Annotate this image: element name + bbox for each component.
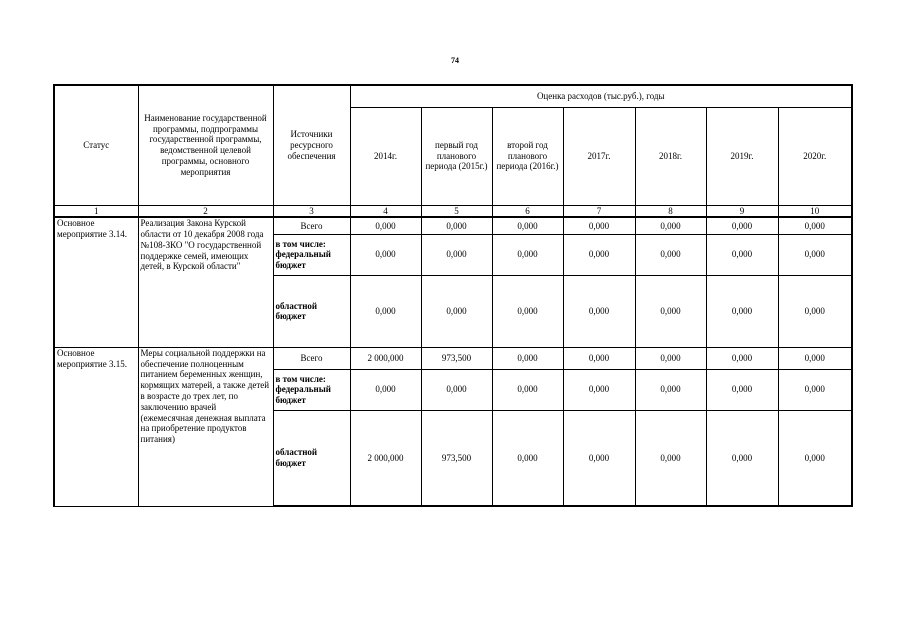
column-number: 10 (778, 205, 852, 217)
column-number: 2 (138, 205, 273, 217)
source-prefix: в том числе: (275, 238, 326, 249)
value-cell: 0,000 (492, 275, 563, 347)
value-cell: 0,000 (563, 347, 635, 369)
header-year-2019: 2019г. (706, 107, 778, 205)
header-status: Статус (54, 85, 138, 205)
value-cell: 0,000 (563, 410, 635, 506)
value-cell: 0,000 (706, 347, 778, 369)
value-cell: 2 000,000 (350, 347, 421, 369)
source-regional: областной бюджет (273, 410, 350, 506)
source-federal (273, 234, 350, 275)
measure-name: Меры социальной поддержки на обеспечение полноценным питанием беременных женщин, кормящих матерей, а также детей в возрасте до трех лет, по заключению врачей (ежемесячная денежная выплата на приобретение продуктов питания) (138, 347, 273, 506)
header-year-2018: 2018г. (635, 107, 706, 205)
value-cell: 0,000 (706, 369, 778, 410)
value-cell: 0,000 (635, 347, 706, 369)
measure-status: Основное мероприятие 3.14. (54, 217, 138, 347)
value-cell: 0,000 (350, 217, 421, 234)
value-cell: 0,000 (635, 217, 706, 234)
header-year-2016: второй год планового периода (2016г.) (492, 107, 563, 205)
column-number: 6 (492, 205, 563, 217)
value-cell: 0,000 (563, 275, 635, 347)
header-name: Наименование государственной программы, подпрограммы государственной программы, ведомственной целевой программы, основного мероприятия (138, 85, 273, 205)
value-cell: 0,000 (778, 234, 852, 275)
value-cell: 0,000 (492, 234, 563, 275)
value-cell: 0,000 (635, 275, 706, 347)
value-cell: 0,000 (350, 234, 421, 275)
value-cell: 973,500 (421, 347, 492, 369)
page-number: 74 (451, 56, 459, 65)
source-federal (273, 369, 350, 410)
column-number: 4 (350, 205, 421, 217)
value-cell: 0,000 (492, 217, 563, 234)
value-cell: 0,000 (421, 234, 492, 275)
value-cell: 0,000 (563, 234, 635, 275)
header-sources: Источники ресурсного обеспечения (273, 85, 350, 205)
value-cell: 0,000 (635, 369, 706, 410)
value-cell: 0,000 (421, 217, 492, 234)
value-cell: 0,000 (635, 234, 706, 275)
source-total: Всего (273, 217, 350, 234)
column-number: 9 (706, 205, 778, 217)
value-cell: 0,000 (706, 410, 778, 506)
column-number: 1 (54, 205, 138, 217)
value-cell: 0,000 (778, 217, 852, 234)
table-row (54, 217, 852, 234)
source-label: федеральный бюджет (275, 384, 331, 406)
value-cell: 0,000 (778, 275, 852, 347)
source-total: Всего (273, 347, 350, 369)
header-year-2020: 2020г. (778, 107, 852, 205)
value-cell: 0,000 (492, 410, 563, 506)
source-regional: областной бюджет (273, 275, 350, 347)
value-cell: 0,000 (635, 410, 706, 506)
value-cell: 0,000 (563, 217, 635, 234)
header-year-2014: 2014г. (350, 107, 421, 205)
value-cell: 0,000 (778, 410, 852, 506)
source-prefix: в том числе: (275, 373, 326, 384)
value-cell: 0,000 (778, 347, 852, 369)
column-number: 5 (421, 205, 492, 217)
value-cell: 0,000 (563, 369, 635, 410)
value-cell: 0,000 (492, 369, 563, 410)
value-cell: 0,000 (350, 275, 421, 347)
value-cell: 0,000 (706, 275, 778, 347)
value-cell: 0,000 (421, 275, 492, 347)
value-cell: 0,000 (350, 369, 421, 410)
header-expenses-title: Оценка расходов (тыс.руб.), годы (350, 85, 852, 107)
column-number: 7 (563, 205, 635, 217)
value-cell: 2 000,000 (350, 410, 421, 506)
value-cell: 0,000 (706, 217, 778, 234)
value-cell: 0,000 (778, 369, 852, 410)
source-label: федеральный бюджет (275, 249, 331, 271)
value-cell: 973,500 (421, 410, 492, 506)
header-year-2017: 2017г. (563, 107, 635, 205)
measure-status: Основное мероприятие 3.15. (54, 347, 138, 506)
column-number: 8 (635, 205, 706, 217)
value-cell: 0,000 (421, 369, 492, 410)
value-cell: 0,000 (492, 347, 563, 369)
measure-name: Реализация Закона Курской области от 10 декабря 2008 года №108-ЗКО "О государственной поддержке семей, имеющих детей, в Курской области" (138, 217, 273, 347)
table-row (54, 347, 852, 369)
expenses-table (53, 84, 853, 507)
value-cell: 0,000 (706, 234, 778, 275)
column-number: 3 (273, 205, 350, 217)
header-year-2015: первый год планового периода (2015г.) (421, 107, 492, 205)
